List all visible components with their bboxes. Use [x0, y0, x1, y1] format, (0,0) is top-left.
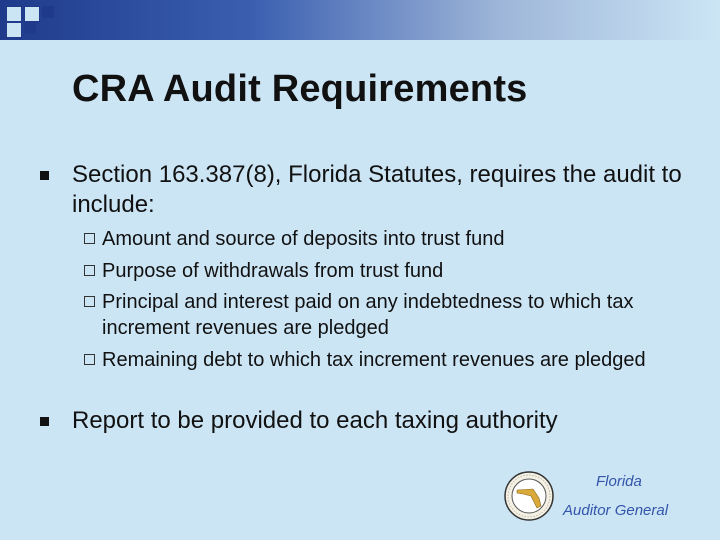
sub-bullet-text: Purpose of withdrawals from trust fund: [102, 260, 444, 282]
sub-bullet-text: Principal and interest paid on any indebtedness to which tax increment revenues are pledged: [102, 291, 634, 339]
florida-seal-icon: [503, 470, 555, 522]
checkbox-bullet-icon: [84, 354, 95, 365]
checkbox-bullet-icon: [84, 296, 95, 307]
bullet-text: Section 163.387(8), Florida Statutes, requires the audit to include:: [72, 161, 682, 218]
top-gradient-bar: [0, 0, 720, 40]
sub-bullet-text: Amount and source of deposits into trust fund: [102, 228, 505, 250]
checkbox-bullet-icon: [84, 233, 95, 244]
footer-florida-label: Florida: [596, 473, 642, 490]
footer-auditor-general-label: Auditor General: [563, 502, 669, 519]
bullet-text: Report to be provided to each taxing authority: [72, 407, 558, 434]
slide-title: CRA Audit Requirements: [72, 68, 528, 110]
sub-bullet-text: Remaining debt to which tax increment revenues are pledged: [102, 349, 646, 371]
checkbox-bullet-icon: [84, 265, 95, 276]
square-bullet-icon: [40, 417, 49, 426]
square-bullet-icon: [40, 171, 49, 180]
